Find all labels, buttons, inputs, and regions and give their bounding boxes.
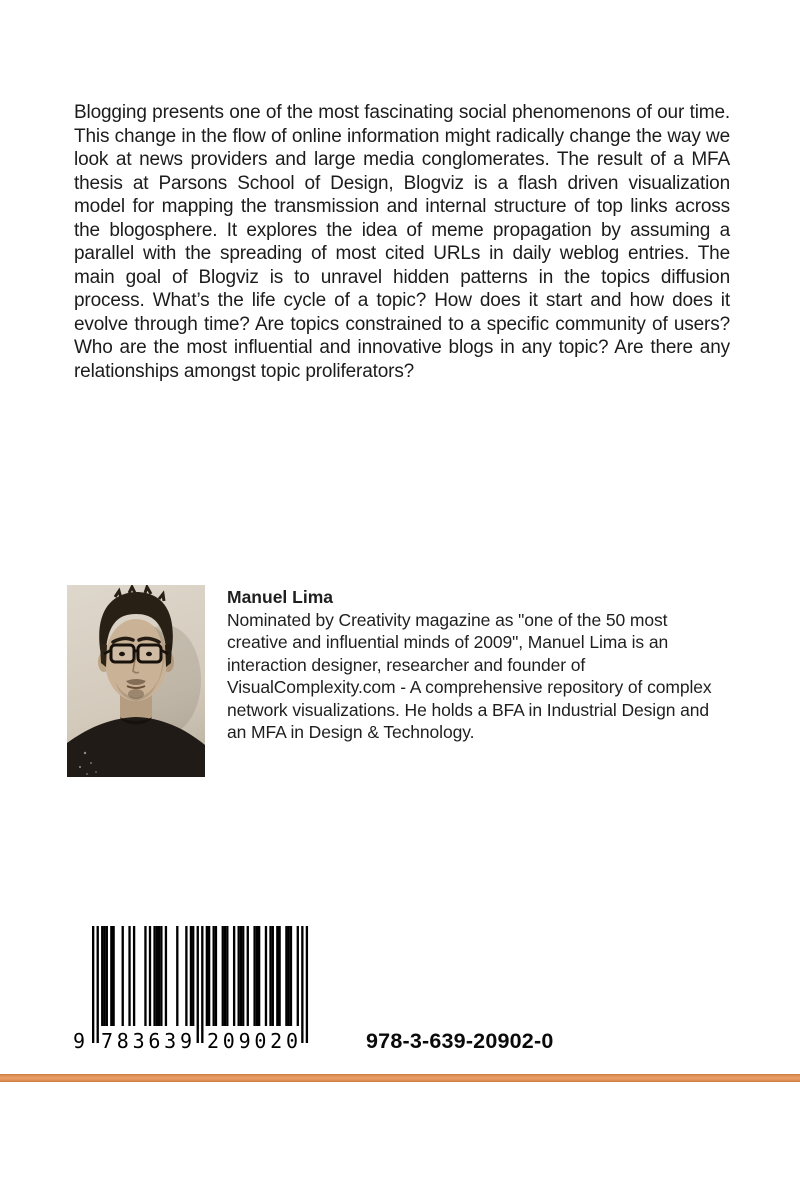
author-section xyxy=(227,586,721,744)
author-photo xyxy=(67,585,205,777)
barcode-left-digits: 783639 xyxy=(101,1029,192,1053)
synopsis-text: Blogging presents one of the most fascinating social phenomenons of our time. This change in the flow of online information might radically change the way we look at news providers and large media conglomerates. The result of a MFA thesis at Parsons School of Design, Blogviz is a flash driven visualization model for mapping the transmission and internal structure of top links across the blogosphere. It explores the idea of meme propagation by assuming a parallel with the spreading of most cited URLs in daily weblog entries. The main goal of Blogviz is to unravel hidden patterns in the topics diffusion process. What’s the life cycle of a topic? How does it start and how does it evolve through time? Are topics constrained to a specific community of users? Who are the most influential and innovative blogs in any topic? Are there any relationships amongst topic proliferators? xyxy=(74,102,730,382)
barcode-bars xyxy=(92,926,308,1043)
author-name: Manuel Lima xyxy=(227,587,333,607)
portrait-illustration xyxy=(67,585,205,777)
accent-stripe xyxy=(0,1074,800,1082)
barcode xyxy=(66,926,316,1056)
barcode-right-digits: 209020 xyxy=(207,1029,298,1053)
barcode-lead-digit: 9 xyxy=(73,1029,86,1053)
author-bio: Nominated by Creativity magazine as "one of the 50 most creative and influential minds of 2009", Manuel Lima is an interaction designer, researcher and founder of VisualComplexity.com - A comprehensive repository of complex network visualizations. He holds a BFA in Industrial Design and an MFA in Design & Technology. xyxy=(227,609,712,742)
isbn-text: 978-3-639-20902-0 xyxy=(366,1029,554,1053)
